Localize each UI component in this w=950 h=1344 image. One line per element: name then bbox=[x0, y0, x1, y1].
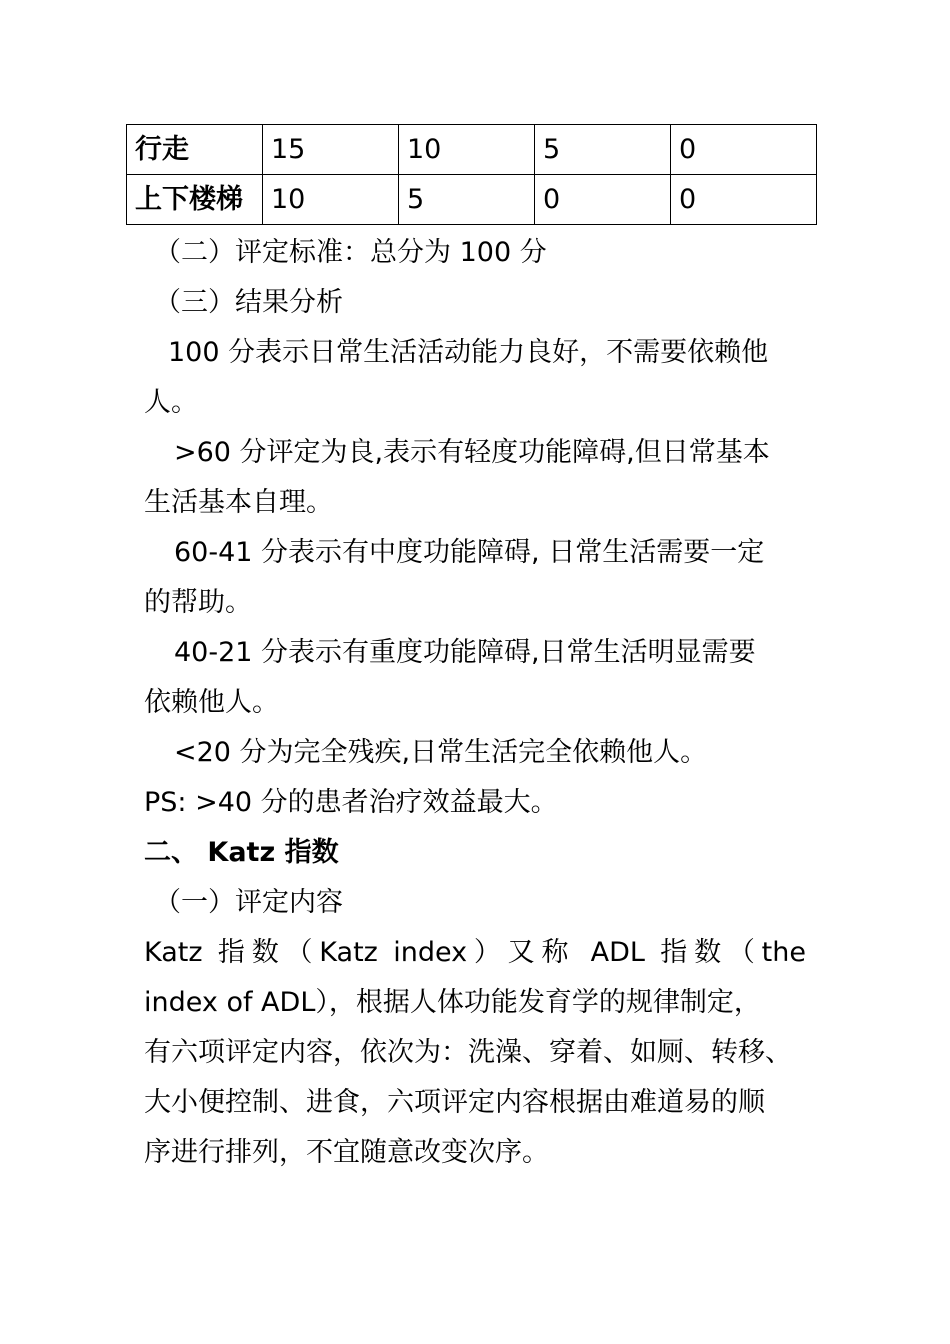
paragraph-line: 100 分表示日常生活活动能力良好，不需要依赖他 bbox=[168, 337, 769, 368]
table-cell: 10 bbox=[263, 175, 399, 225]
row-label-walking: 行走 bbox=[127, 125, 263, 175]
paragraph-line: Katz 指数（Katz index）又称 ADL 指数（the bbox=[144, 937, 806, 968]
paragraph-line: >60 分评定为良,表示有轻度功能障碍,但日常基本 bbox=[174, 437, 770, 468]
section-heading: 二、 Katz 指数 bbox=[144, 837, 339, 868]
table-cell: 0 bbox=[671, 175, 817, 225]
score-table bbox=[126, 124, 817, 225]
paragraph-line: 人。 bbox=[144, 387, 198, 418]
paragraph-line: 序进行排列，不宜随意改变次序。 bbox=[144, 1137, 549, 1168]
result-heading: （三）结果分析 bbox=[154, 287, 343, 318]
body-text bbox=[144, 228, 824, 1178]
paragraph-line: index of ADL），根据人体功能发育学的规律制定， bbox=[144, 987, 761, 1018]
standard-heading: （二）评定标准：总分为 100 分 bbox=[154, 237, 547, 268]
paragraph-line: 的帮助。 bbox=[144, 587, 252, 618]
paragraph-line: 大小便控制、进食，六项评定内容根据由难道易的顺 bbox=[144, 1087, 765, 1118]
paragraph-line: 依赖他人。 bbox=[144, 687, 279, 718]
paragraph-line: 60-41 分表示有中度功能障碍, 日常生活需要一定 bbox=[174, 537, 765, 568]
row-label-stairs: 上下楼梯 bbox=[127, 175, 263, 225]
table-cell: 5 bbox=[535, 125, 671, 175]
ps-note: PS: >40 分的患者治疗效益最大。 bbox=[144, 787, 558, 818]
table-cell: 0 bbox=[535, 175, 671, 225]
table-cell: 15 bbox=[263, 125, 399, 175]
table-row bbox=[127, 175, 817, 225]
paragraph-line: 生活基本自理。 bbox=[144, 487, 333, 518]
table-row bbox=[127, 125, 817, 175]
subsection-heading: （一）评定内容 bbox=[154, 887, 343, 918]
paragraph-line: 40-21 分表示有重度功能障碍,日常生活明显需要 bbox=[174, 637, 756, 668]
table-cell: 5 bbox=[399, 175, 535, 225]
table-cell: 10 bbox=[399, 125, 535, 175]
paragraph-line: <20 分为完全残疾,日常生活完全依赖他人。 bbox=[174, 737, 708, 768]
table-cell: 0 bbox=[671, 125, 817, 175]
paragraph-line: 有六项评定内容，依次为：洗澡、穿着、如厕、转移、 bbox=[144, 1037, 792, 1068]
